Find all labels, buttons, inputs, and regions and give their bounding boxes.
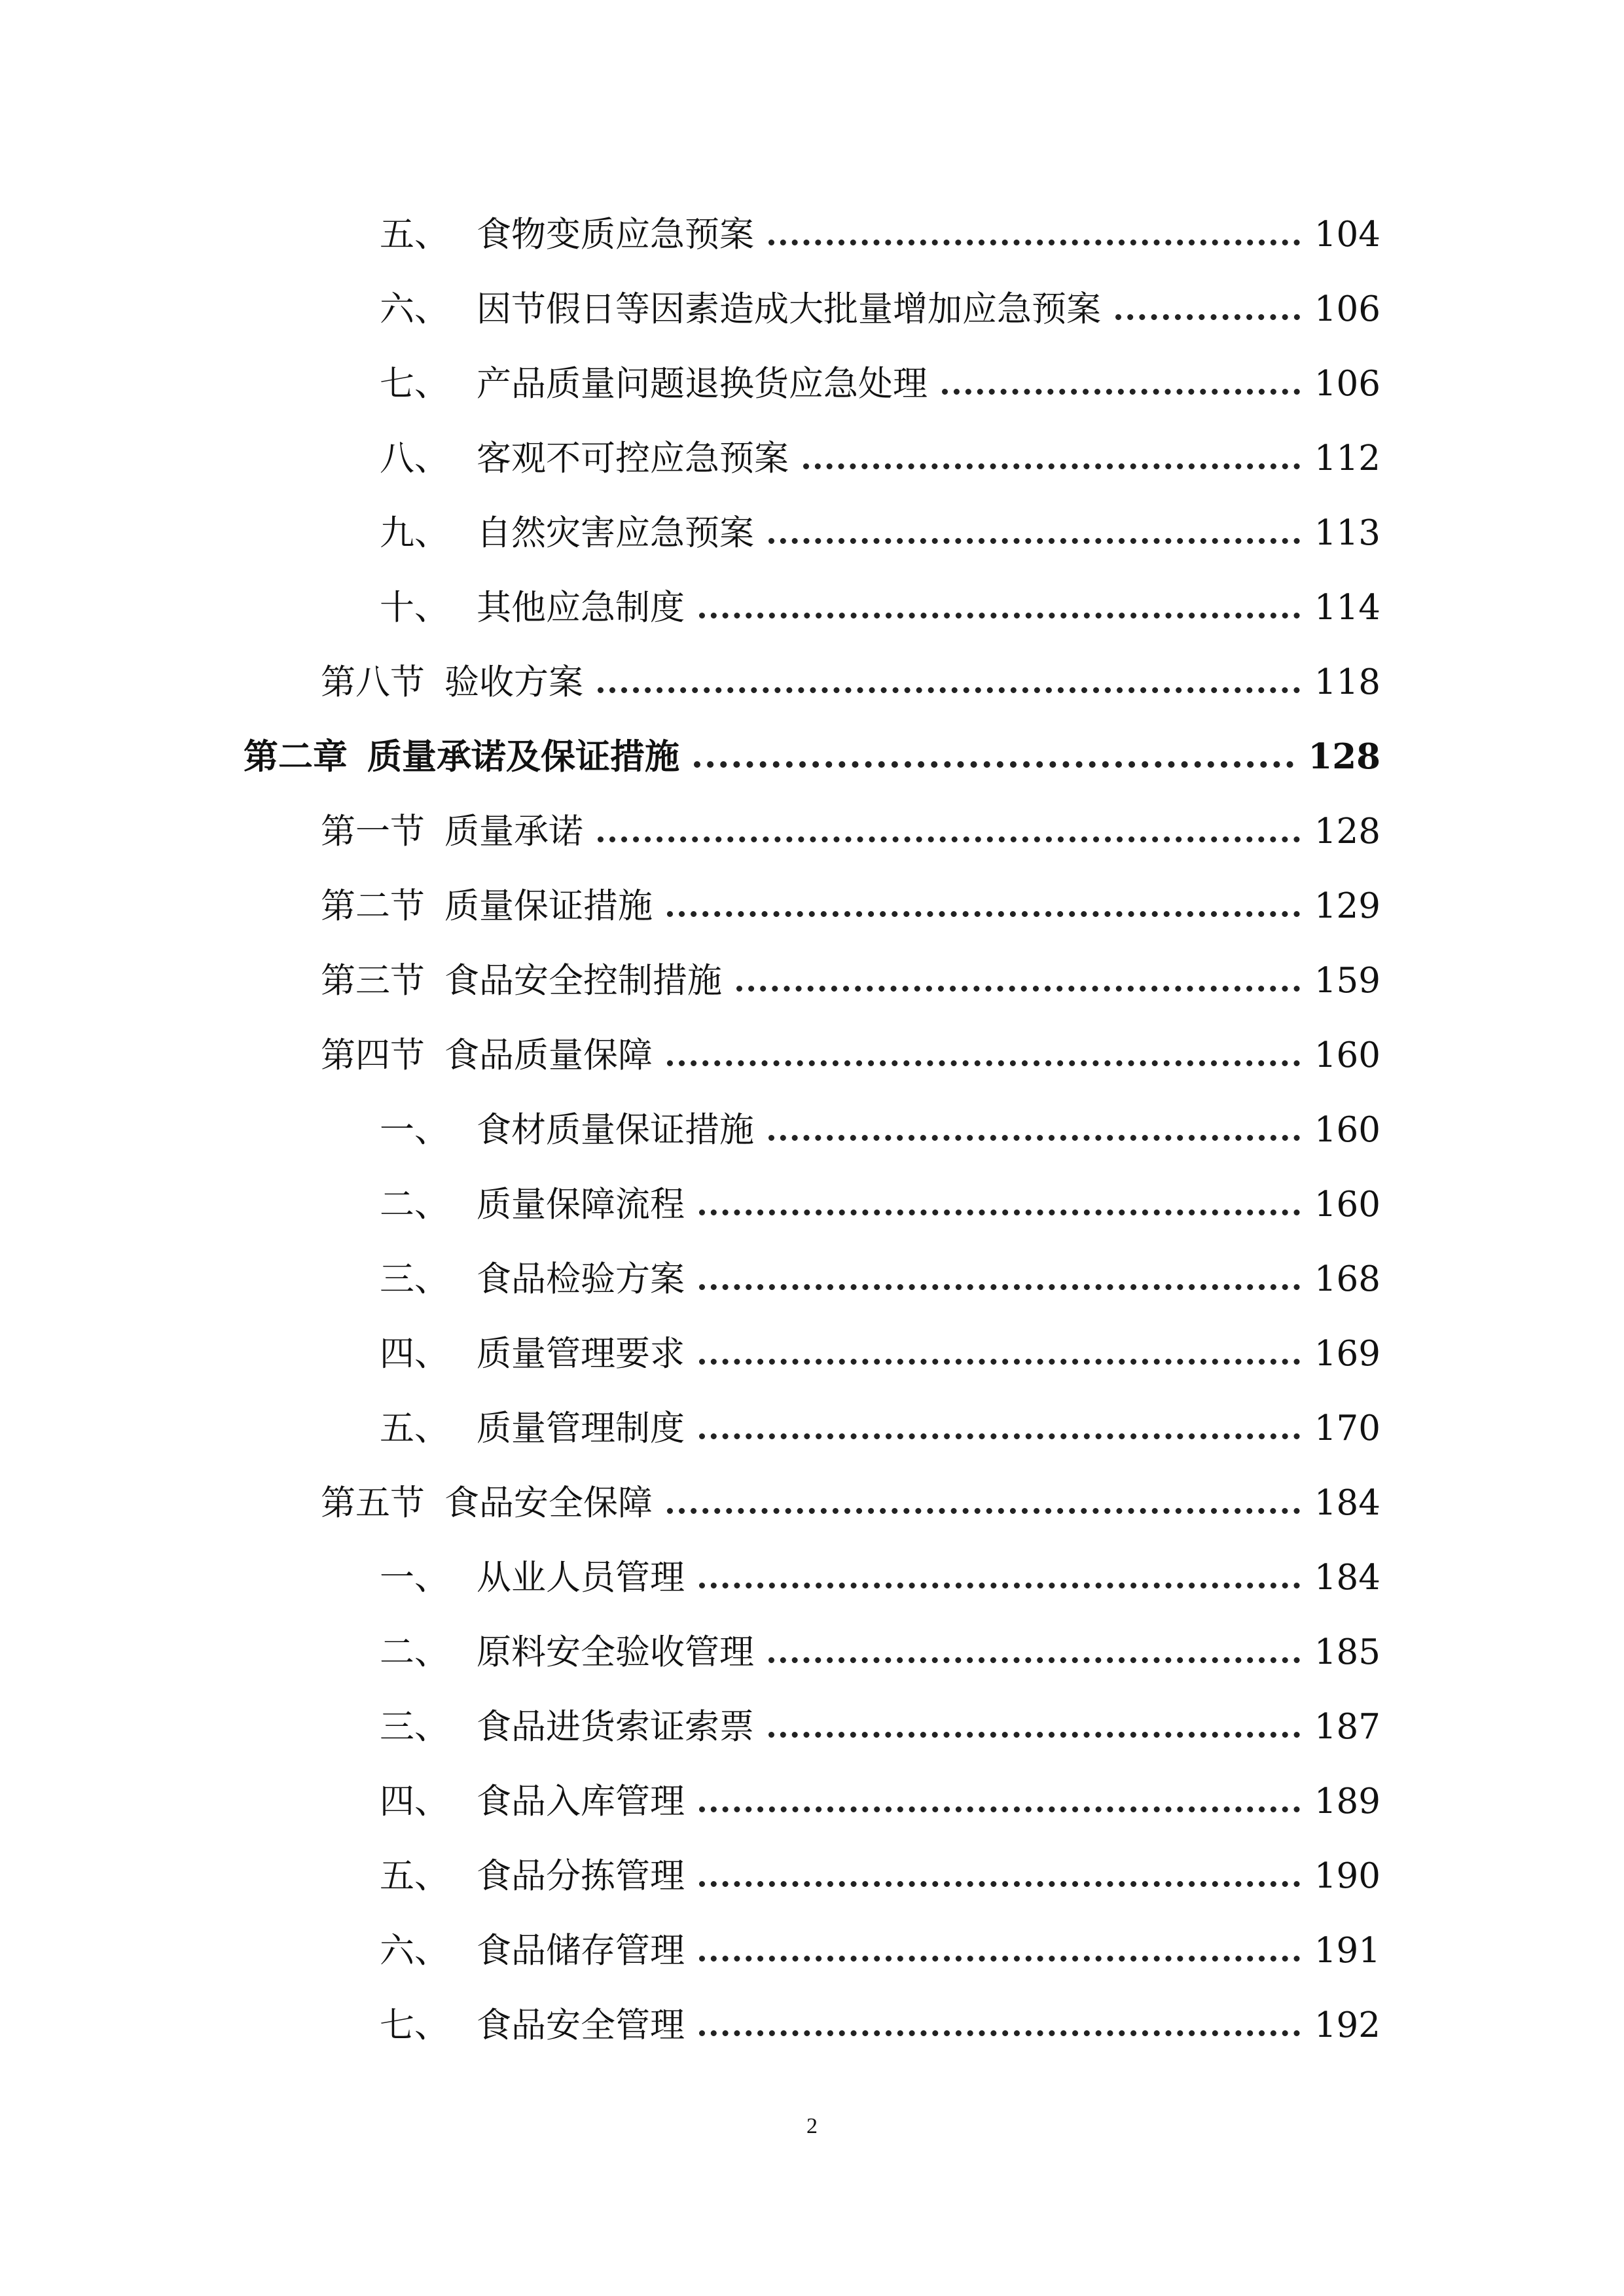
- toc-entry-number: 第五节: [321, 1483, 425, 1523]
- toc-entry-page: 191: [1314, 1931, 1380, 1971]
- toc-dot-leader: [768, 538, 1300, 544]
- toc-entry-item[interactable]: [380, 1312, 1380, 1374]
- toc-dot-leader: [598, 687, 1300, 693]
- toc-entry-number: 第二章: [244, 736, 348, 777]
- toc-entry-item[interactable]: [380, 1685, 1380, 1747]
- toc-entry-page: 168: [1314, 1259, 1380, 1299]
- toc-entry-page: 113: [1314, 513, 1380, 553]
- toc-entry-number: 六、: [380, 1931, 449, 1971]
- toc-entry-title: 食品进货索证索票: [477, 1707, 754, 1747]
- toc-entry-number: 六、: [380, 289, 449, 329]
- toc-dot-leader: [736, 986, 1300, 992]
- toc-entry-section[interactable]: [321, 790, 1380, 852]
- toc-entry-page: 160: [1314, 1035, 1380, 1075]
- toc-entry-item[interactable]: [380, 417, 1380, 476]
- toc-entry-item[interactable]: [380, 268, 1380, 327]
- toc-entry-section[interactable]: [321, 1014, 1380, 1073]
- toc-dot-leader: [768, 1732, 1300, 1738]
- toc-entry-title: 质量保证措施: [444, 886, 653, 926]
- toc-dot-leader: [667, 911, 1300, 917]
- toc-entry-number: 第三节: [321, 961, 425, 1001]
- toc-entry-title: 其他应急制度: [477, 588, 685, 628]
- toc-dot-leader: [699, 1956, 1300, 1962]
- toc-entry-title: 质量保障流程: [477, 1185, 685, 1225]
- toc-entry-number: 七、: [380, 2005, 449, 2045]
- toc-entry-number: 第一节: [321, 812, 425, 852]
- toc-entry-title: 质量承诺: [444, 812, 583, 852]
- toc-entry-item[interactable]: [380, 1387, 1380, 1446]
- toc-dot-leader: [699, 1284, 1300, 1290]
- toc-entry-item[interactable]: [380, 566, 1380, 628]
- toc-entry-item[interactable]: [380, 193, 1380, 255]
- toc-entry-section[interactable]: [321, 939, 1380, 1001]
- toc-entry-page: 112: [1314, 439, 1380, 478]
- toc-entry-number: 第八节: [321, 662, 425, 702]
- toc-entry-title: 食品检验方案: [477, 1259, 685, 1299]
- toc-entry-item[interactable]: [380, 1835, 1380, 1896]
- toc-entry-number: 八、: [380, 439, 449, 478]
- toc-dot-leader: [699, 1806, 1300, 1812]
- page-number: 2: [806, 2114, 818, 2138]
- toc-entry-number: 五、: [380, 1408, 449, 1448]
- toc-entry-page: 106: [1314, 364, 1380, 404]
- toc-entry-page: 189: [1314, 1782, 1380, 1821]
- toc-dot-leader: [803, 463, 1300, 469]
- toc-dot-leader: [699, 2030, 1300, 2036]
- toc-entry-title: 因节假日等因素造成大批量增加应急预案: [477, 289, 1101, 329]
- toc-entry-title: 食物变质应急预案: [477, 215, 754, 255]
- toc-dot-leader: [699, 1210, 1300, 1215]
- toc-entry-title: 原料安全验收管理: [477, 1632, 754, 1672]
- toc-entry-page: 169: [1314, 1334, 1380, 1374]
- toc-entry-title: 食品安全控制措施: [444, 961, 722, 1001]
- toc-entry-page: 128: [1314, 812, 1380, 852]
- toc-entry-title: 食品质量保障: [444, 1035, 653, 1075]
- toc-entry-title: 食材质量保证措施: [477, 1110, 754, 1150]
- toc-entry-number: 第二节: [321, 886, 425, 926]
- toc-entry-number: 二、: [380, 1632, 449, 1672]
- toc-dot-leader: [699, 1583, 1300, 1588]
- toc-entry-number: 五、: [380, 215, 449, 255]
- toc-dot-leader: [699, 1433, 1300, 1439]
- toc-entry-page: 104: [1314, 215, 1380, 255]
- toc-dot-leader: [667, 1508, 1300, 1514]
- toc-entry-item[interactable]: [380, 1984, 1380, 2043]
- toc-entry-page: 128: [1308, 736, 1380, 777]
- toc-dot-leader: [942, 389, 1300, 395]
- toc-entry-title: 质量管理制度: [477, 1408, 685, 1448]
- toc-entry-number: 十、: [380, 588, 449, 628]
- toc-dot-leader: [667, 1060, 1300, 1066]
- toc-entry-page: 106: [1314, 289, 1380, 329]
- toc-entry-section[interactable]: [321, 865, 1380, 924]
- toc-entry-item[interactable]: [380, 1536, 1380, 1598]
- toc-entry-page: 170: [1314, 1408, 1380, 1448]
- toc-entry-number: 三、: [380, 1707, 449, 1747]
- toc-entry-title: 自然灾害应急预案: [477, 513, 754, 553]
- toc-entry-page: 114: [1314, 588, 1380, 628]
- toc-entry-title: 质量管理要求: [477, 1334, 685, 1374]
- toc-dot-leader: [699, 613, 1300, 619]
- toc-entry-page: 159: [1314, 961, 1380, 1001]
- toc-dot-leader: [1115, 314, 1300, 320]
- toc-entry-title: 食品安全保障: [444, 1483, 653, 1523]
- toc-entry-page: 184: [1314, 1483, 1380, 1523]
- toc-entry-item[interactable]: [380, 1163, 1380, 1225]
- toc-entry-title: 质量承诺及保证措施: [367, 736, 679, 777]
- toc-entry-section[interactable]: [321, 1462, 1380, 1523]
- toc-entry-chapter[interactable]: [244, 715, 1380, 777]
- toc-entry-item[interactable]: [380, 1611, 1380, 1670]
- toc-entry-number: 三、: [380, 1259, 449, 1299]
- toc-entry-number: 四、: [380, 1334, 449, 1374]
- toc-dot-leader: [768, 240, 1300, 245]
- toc-entry-number: 一、: [380, 1558, 449, 1598]
- toc-entry-page: 187: [1314, 1707, 1380, 1747]
- toc-entry-title: 验收方案: [444, 662, 583, 702]
- toc-entry-item[interactable]: [380, 492, 1380, 553]
- toc-entry-page: 118: [1314, 662, 1380, 702]
- toc-entry-page: 160: [1314, 1185, 1380, 1225]
- toc-entry-page: 160: [1314, 1110, 1380, 1150]
- toc-dot-leader: [768, 1657, 1300, 1663]
- toc-dot-leader: [598, 836, 1300, 842]
- toc-dot-leader: [699, 1881, 1300, 1887]
- toc-entry-title: 产品质量问题退换货应急处理: [477, 364, 928, 404]
- toc-entry-number: 四、: [380, 1782, 449, 1821]
- toc-entry-page: 190: [1314, 1856, 1380, 1896]
- toc-entry-page: 192: [1314, 2005, 1380, 2045]
- toc-dot-leader: [768, 1135, 1300, 1141]
- toc-entry-page: 185: [1314, 1632, 1380, 1672]
- toc-entry-number: 九、: [380, 513, 449, 553]
- toc-entry-item[interactable]: [380, 1238, 1380, 1297]
- toc-dot-leader: [694, 761, 1293, 768]
- toc-entry-number: 一、: [380, 1110, 449, 1150]
- toc-entry-title: 食品储存管理: [477, 1931, 685, 1971]
- toc-entry-section[interactable]: [321, 641, 1380, 700]
- toc-entry-item[interactable]: [380, 1909, 1380, 1971]
- toc-entry-title: 食品安全管理: [477, 2005, 685, 2045]
- toc-entry-item[interactable]: [380, 1760, 1380, 1819]
- toc-entry-page: 184: [1314, 1558, 1380, 1598]
- toc-entry-title: 从业人员管理: [477, 1558, 685, 1598]
- toc-entry-title: 食品入库管理: [477, 1782, 685, 1821]
- toc-entry-item[interactable]: [380, 1088, 1380, 1150]
- toc-entry-title: 食品分拣管理: [477, 1856, 685, 1896]
- toc-entry-number: 第四节: [321, 1035, 425, 1075]
- toc-entry-page: 129: [1314, 886, 1380, 926]
- toc-entry-number: 七、: [380, 364, 449, 404]
- toc-entry-number: 二、: [380, 1185, 449, 1225]
- toc-entry-item[interactable]: [380, 342, 1380, 404]
- toc-entry-number: 五、: [380, 1856, 449, 1896]
- toc-entry-title: 客观不可控应急预案: [477, 439, 789, 478]
- toc-dot-leader: [699, 1359, 1300, 1365]
